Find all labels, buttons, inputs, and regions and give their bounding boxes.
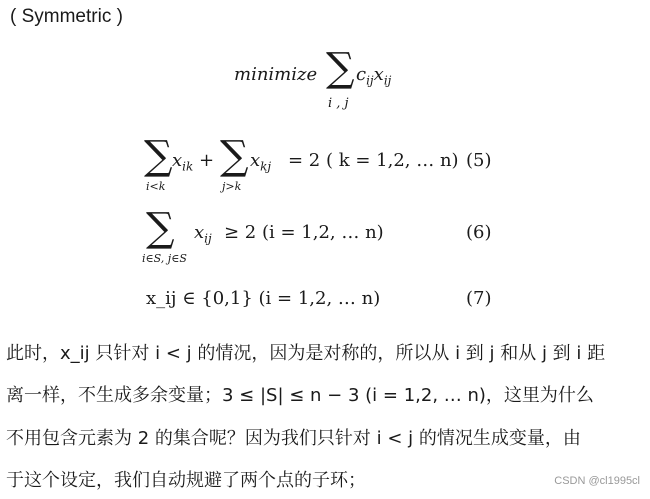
constraint6-sum-symbol: ∑ — [146, 205, 175, 251]
objective-sum-symbol: ∑ — [326, 45, 355, 91]
constraint7-term: x_ij ∈ {0,1} (i = 1,2, … n) — [146, 288, 381, 309]
constraint5-sum1-symbol: ∑ — [144, 133, 173, 179]
constraint6-term: $x_{ij}$ — [194, 222, 212, 246]
constraint5-term2: $x_{kj}$ — [250, 150, 272, 174]
constraint6-number: (6) — [466, 222, 492, 243]
constraint5-rhs: = 2 ( k = 1,2, … n) — [288, 150, 459, 171]
constraint7-number: (7) — [466, 288, 492, 309]
objective-term: $c_{ij}x_{ij}$ — [356, 64, 392, 88]
paragraph-line-4: 于这个设定，我们自动规避了两个点的子环； — [6, 470, 366, 491]
constraint5-term1: $x_{ik}$ + — [172, 150, 215, 174]
csdn-watermark: CSDN @cl1995cl — [554, 475, 640, 487]
objective-sum-index: i , j — [328, 96, 349, 111]
constraint5-sum2-index: j>k — [222, 180, 242, 193]
objective-label: minimize — [234, 64, 318, 85]
paragraph-line-1: 此时，x_ij 只针对 i < j 的情况，因为是对称的，所以从 i 到 j 和从 j 到 i 距 — [6, 343, 606, 364]
paragraph-line-2: 离一样，不生成多余变量；3 ≤ |S| ≤ n − 3 (i = 1,2, … n)，这里为什么 — [6, 385, 594, 406]
paragraph-line-3: 不用包含元素为 2 的集合呢？因为我们只针对 i < j 的情况生成变量，由 — [6, 428, 581, 449]
constraint5-sum1-index: i<k — [146, 180, 166, 193]
constraint5-sum2-symbol: ∑ — [220, 133, 249, 179]
constraint5-number: (5) — [466, 150, 492, 171]
constraint6-sum-index: i∈S, j∈S — [142, 252, 187, 265]
section-heading: ( Symmetric ) — [10, 6, 123, 27]
constraint6-rhs: ≥ 2 (i = 1,2, … n) — [224, 222, 384, 243]
